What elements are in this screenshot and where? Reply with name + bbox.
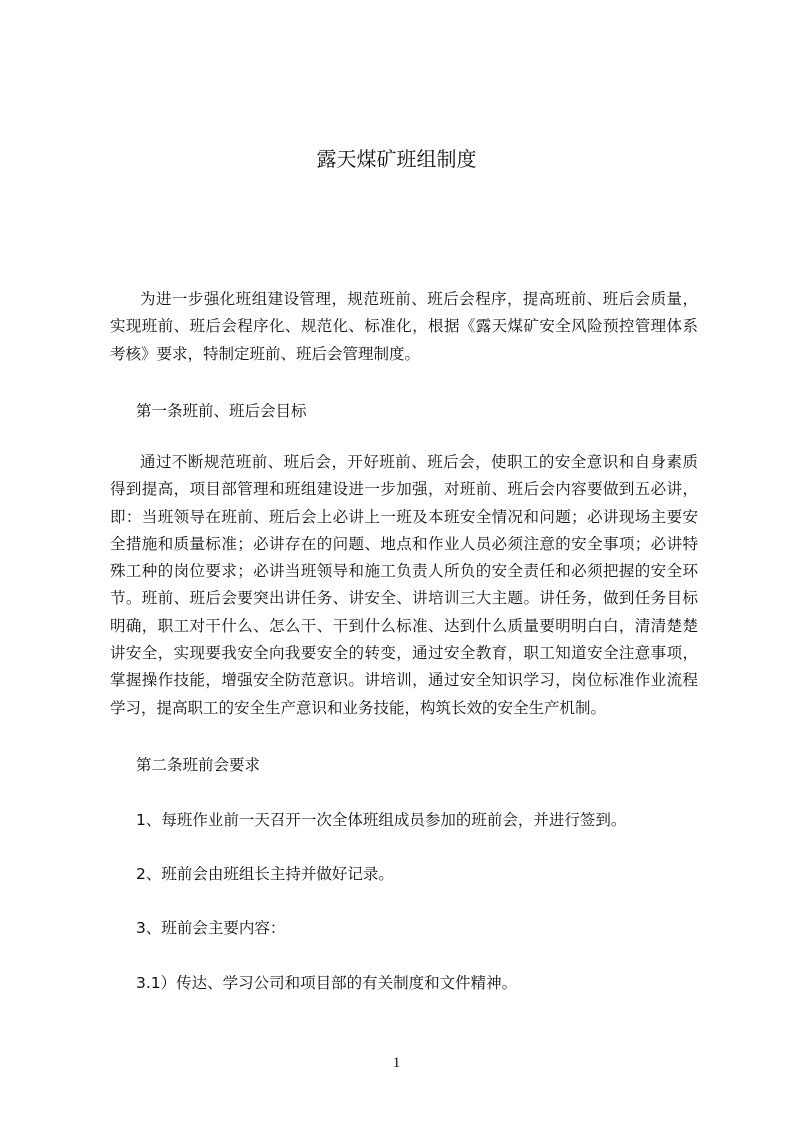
page-number: 1	[392, 1055, 401, 1071]
document-title: 露天煤矿班组制度	[316, 147, 477, 171]
intro-paragraph	[110, 286, 698, 368]
article1-paragraph	[110, 449, 698, 722]
text-line: 为进一步强化班组建设管理，规范班前、班后会程序，提高班前、班后会质量，	[140, 290, 698, 308]
text-line: 掌握操作技能，增强安全防范意识。讲培训，通过安全知识学习，岗位标准作业流程	[110, 671, 698, 690]
text-line: 得到提高，项目部管理和班组建设进一步加强，对班前、班后会内容要做到五必讲，	[110, 480, 698, 499]
text-line: 学习，提高职工的安全生产意识和业务技能，构筑长效的安全生产机制。	[110, 698, 607, 717]
article1-heading: 第一条班前、班后会目标	[136, 402, 307, 420]
text-line: 实现班前、班后会程序化、规范化、标准化，根据《露天煤矿安全风险预控管理体系	[110, 317, 698, 336]
article2-heading: 第二条班前会要求	[136, 756, 261, 774]
list-item: 1、每班作业前一天召开一次全体班组成员参加的班前会，并进行签到。	[136, 811, 627, 829]
list-item: 3.1）传达、学习公司和项目部的有关制度和文件精神。	[136, 974, 518, 992]
text-line: 明确，职工对干什么、怎么干、干到什么标准、达到什么质量要明明白白，清清楚楚	[110, 616, 698, 635]
text-line: 通过不断规范班前、班后会，开好班前、班后会，使职工的安全意识和自身素质	[140, 453, 698, 471]
text-line: 即：当班领导在班前、班后会上必讲上一班及本班安全情况和问题；必讲现场主要安	[110, 507, 698, 526]
text-line: 节。班前、班后会要突出讲任务、讲安全、讲培训三大主题。讲任务，做到任务目标	[110, 589, 698, 608]
text-line: 考核》要求，特制定班前、班后会管理制度。	[110, 344, 421, 363]
list-item: 3、班前会主要内容：	[136, 919, 286, 937]
text-line: 殊工种的岗位要求；必讲当班领导和施工负责人所负的安全责任和必须把握的安全环	[110, 562, 698, 581]
text-line: 讲安全，实现要我安全向我要安全的转变，通过安全教育，职工知道安全注意事项，	[110, 644, 698, 663]
list-item: 2、班前会由班组长主持并做好记录。	[136, 865, 394, 883]
text-line: 全措施和质量标准；必讲存在的问题、地点和作业人员必须注意的安全事项；必讲特	[110, 534, 698, 553]
